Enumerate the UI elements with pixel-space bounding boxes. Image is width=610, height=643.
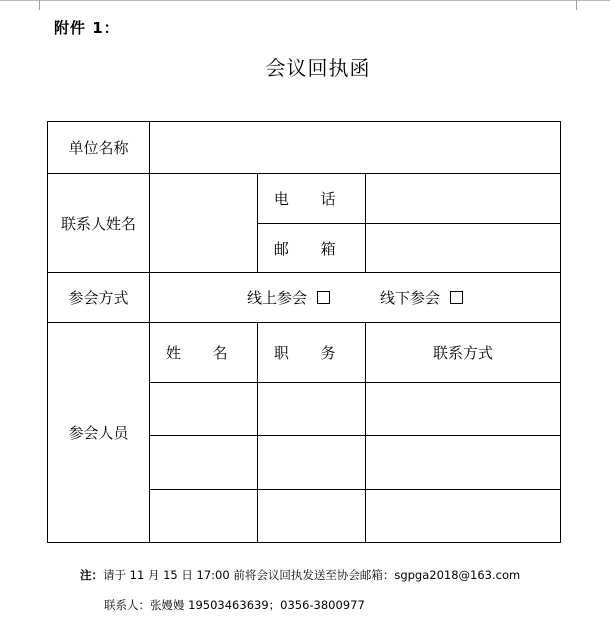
col-header-contact: 联系方式 <box>366 323 561 383</box>
col-header-position: 职 务 <box>258 323 366 383</box>
attachment-label: 附件 1： <box>54 19 120 37</box>
attendee-1-contact[interactable] <box>366 383 561 436</box>
attendee-1-position[interactable] <box>258 383 366 436</box>
unit-name-field[interactable] <box>150 122 561 174</box>
offline-option-label: 线下参会 <box>380 289 441 307</box>
online-checkbox-icon[interactable] <box>317 291 330 304</box>
offline-checkbox-icon[interactable] <box>450 291 463 304</box>
phone-field[interactable] <box>366 174 561 224</box>
contact-name-field[interactable] <box>150 174 258 273</box>
note-prefix: 注： <box>80 568 103 582</box>
footer-contact: 联系人：张嫚嫚 19503463639；0356-3800977 <box>104 598 365 612</box>
unit-name-label: 单位名称 <box>48 122 150 174</box>
email-field[interactable] <box>366 224 561 273</box>
attendee-3-contact[interactable] <box>366 490 561 543</box>
attendees-label: 参会人员 <box>48 323 150 543</box>
contact-name-label: 联系人姓名 <box>48 174 150 273</box>
margin-marker-right <box>576 0 586 10</box>
margin-marker-left <box>30 0 40 10</box>
footer-note <box>80 567 520 583</box>
email-label: 邮 箱 <box>258 224 366 273</box>
attend-mode-label: 参会方式 <box>48 273 150 323</box>
attendee-2-position[interactable] <box>258 436 366 490</box>
attendee-2-contact[interactable] <box>366 436 561 490</box>
reply-form-table <box>47 121 561 543</box>
online-option[interactable] <box>247 287 330 308</box>
attendee-1-name[interactable] <box>150 383 258 436</box>
note-text: 请于 11 月 15 日 17:00 前将会议回执发送至协会邮箱：sgpga2018@163.com <box>103 568 521 582</box>
phone-label: 电 话 <box>258 174 366 224</box>
offline-option[interactable] <box>380 287 463 308</box>
attendee-3-position[interactable] <box>258 490 366 543</box>
attend-mode-options <box>150 273 561 323</box>
document-title: 会议回执函 <box>265 56 371 80</box>
online-option-label: 线上参会 <box>246 289 307 307</box>
page-top-edge <box>0 0 610 4</box>
attendee-2-name[interactable] <box>150 436 258 490</box>
attendee-3-name[interactable] <box>150 490 258 543</box>
col-header-name: 姓 名 <box>150 323 258 383</box>
